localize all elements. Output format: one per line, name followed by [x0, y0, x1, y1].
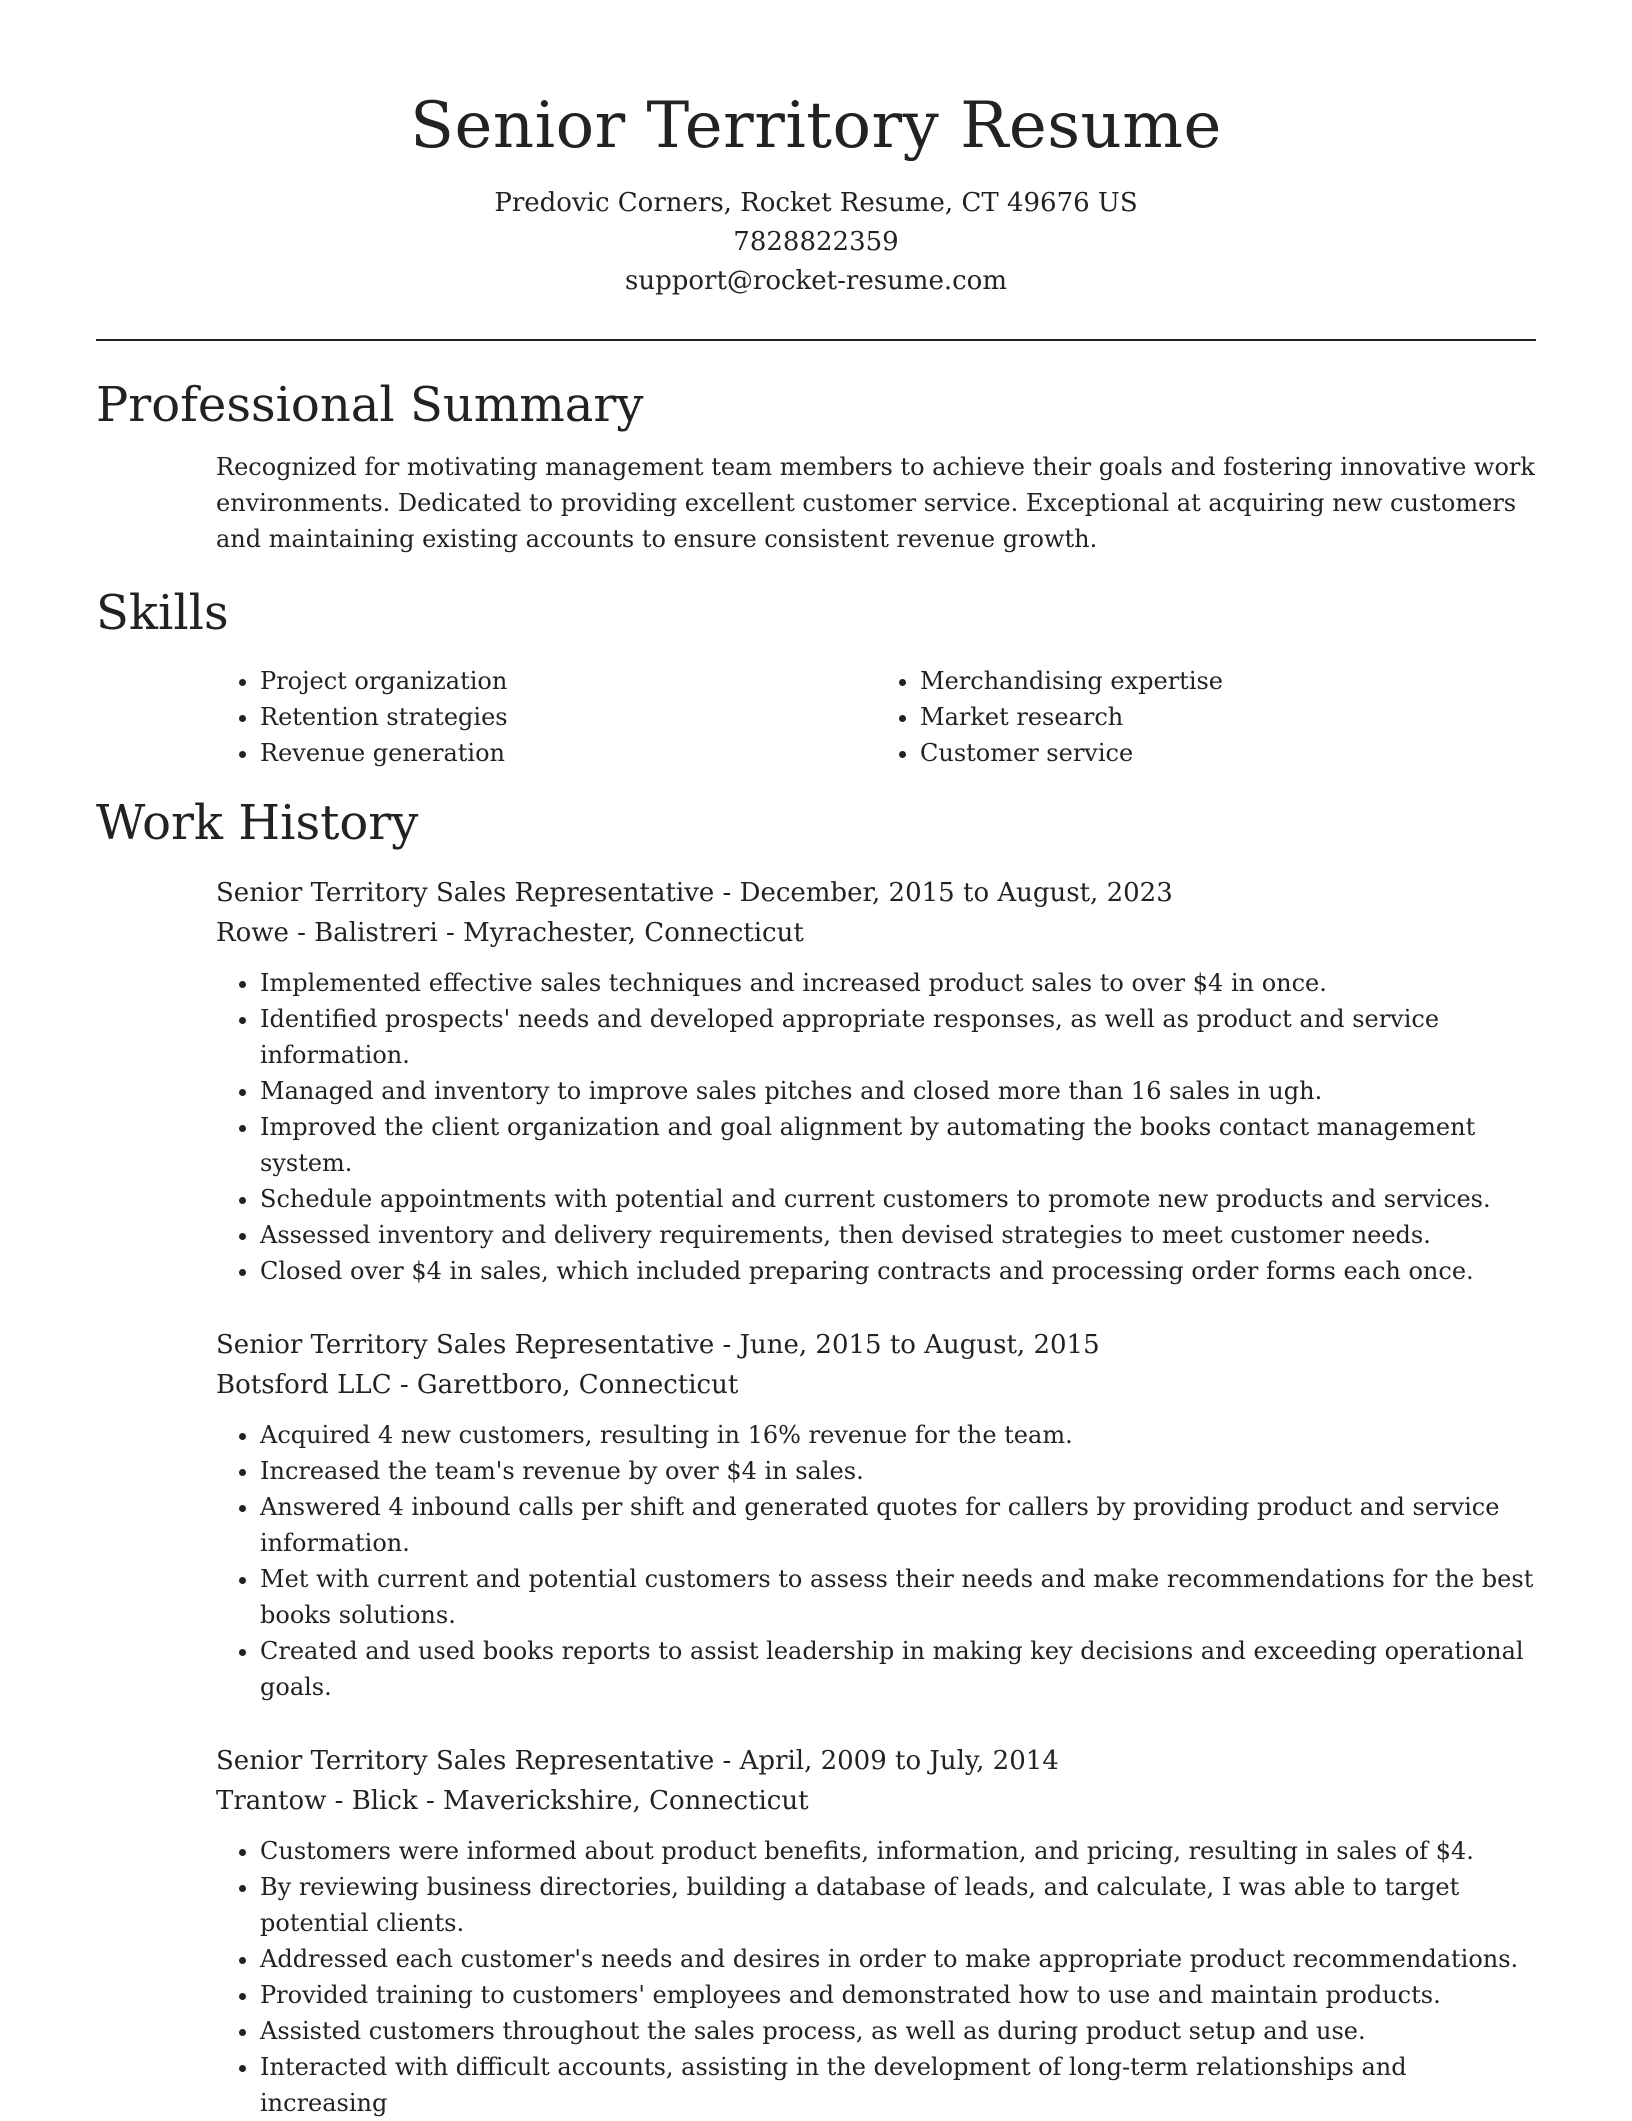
job-company: Trantow - Blick - Maverickshire, Connecticut: [216, 1786, 809, 1816]
header-divider: [96, 339, 1536, 341]
skills-column-left: [216, 663, 876, 771]
contact-phone: 7828822359: [733, 227, 899, 257]
job-bullet: • Provided training to customers' employees and demonstrated how to use and maintain products.: [260, 1977, 1536, 2013]
job-entry: [216, 873, 1536, 1289]
job-bullet: • Increased the team's revenue by over $4 in sales.: [260, 1453, 1536, 1489]
job-bullet: • By reviewing business directories, building a database of leads, and calculate, I was able to target potential clients.: [260, 1869, 1536, 1941]
job-bullet: • Customers were informed about product benefits, information, and pricing, resulting in sales of $4.: [260, 1833, 1536, 1869]
job-bullet: • Assessed inventory and delivery requirements, then devised strategies to meet customer needs.: [260, 1217, 1536, 1253]
job-company: Rowe - Balistreri - Myrachester, Connecticut: [216, 918, 804, 948]
skills-list: [216, 663, 1536, 771]
resume-name: Senior Territory Resume: [410, 89, 1222, 163]
job-bullet: • Met with current and potential customers to assess their needs and make recommendations for the best books solutions.: [260, 1561, 1536, 1633]
job-bullet: • Implemented effective sales techniques and increased product sales to over $4 in once.: [260, 965, 1536, 1001]
job-bullets: [216, 965, 1536, 1289]
contact-email: support@rocket-resume.com: [624, 266, 1007, 296]
job-bullet: • Managed and inventory to improve sales pitches and closed more than 16 sales in ugh.: [260, 1073, 1536, 1109]
job-bullet: • Improved the client organization and goal alignment by automating the books contact management system.: [260, 1109, 1536, 1181]
job-bullet: • Closed over $4 in sales, which included preparing contracts and processing order forms each once.: [260, 1253, 1536, 1289]
contact-info: [96, 184, 1536, 301]
skills-section-title: Skills: [96, 585, 229, 641]
job-bullets: [216, 1417, 1536, 1705]
job-entry: [216, 1325, 1536, 1705]
contact-address: Predovic Corners, Rocket Resume, CT 49676 US: [494, 188, 1138, 218]
job-entry: [216, 1741, 1536, 2121]
job-bullet: • Addressed each customer's needs and desires in order to make appropriate product recommendations.: [260, 1941, 1536, 1977]
job-bullet: • Created and used books reports to assist leadership in making key decisions and exceeding operational goals.: [260, 1633, 1536, 1705]
skill-item: • Project organization: [260, 663, 876, 699]
work-history-section-title: Work History: [96, 795, 419, 851]
summary-text: Recognized for motivating management team members to achieve their goals and fostering innovative work environments. Dedicated to providing excellent customer service. Exceptional at acquiring new customers and maintaining existing accounts to ensure consistent revenue growth.: [216, 453, 1535, 553]
skill-item: • Merchandising expertise: [920, 663, 1536, 699]
skill-item: • Market research: [920, 699, 1536, 735]
skill-item: • Revenue generation: [260, 735, 876, 771]
job-heading: Senior Territory Sales Representative - April, 2009 to July, 2014: [216, 1746, 1059, 1776]
job-bullet: • Schedule appointments with potential and current customers to promote new products and services.: [260, 1181, 1536, 1217]
skill-item: • Retention strategies: [260, 699, 876, 735]
resume-header: [96, 0, 1536, 301]
job-heading: Senior Territory Sales Representative - June, 2015 to August, 2015: [216, 1330, 1100, 1360]
job-bullets: [216, 1833, 1536, 2121]
summary-section-title: Professional Summary: [96, 377, 644, 433]
skills-column-right: [876, 663, 1536, 771]
resume-page: [96, 0, 1536, 2121]
job-bullet: • Answered 4 inbound calls per shift and generated quotes for callers by providing product and service information.: [260, 1489, 1536, 1561]
job-bullet: • Acquired 4 new customers, resulting in 16% revenue for the team.: [260, 1417, 1536, 1453]
job-company: Botsford LLC - Garettboro, Connecticut: [216, 1370, 739, 1400]
job-bullet: • Identified prospects' needs and developed appropriate responses, as well as product and service information.: [260, 1001, 1536, 1073]
job-heading: Senior Territory Sales Representative - December, 2015 to August, 2023: [216, 878, 1173, 908]
job-bullet: • Interacted with difficult accounts, assisting in the development of long-term relationships and increasing: [260, 2049, 1536, 2121]
skill-item: • Customer service: [920, 735, 1536, 771]
job-bullet: • Assisted customers throughout the sales process, as well as during product setup and use.: [260, 2013, 1536, 2049]
